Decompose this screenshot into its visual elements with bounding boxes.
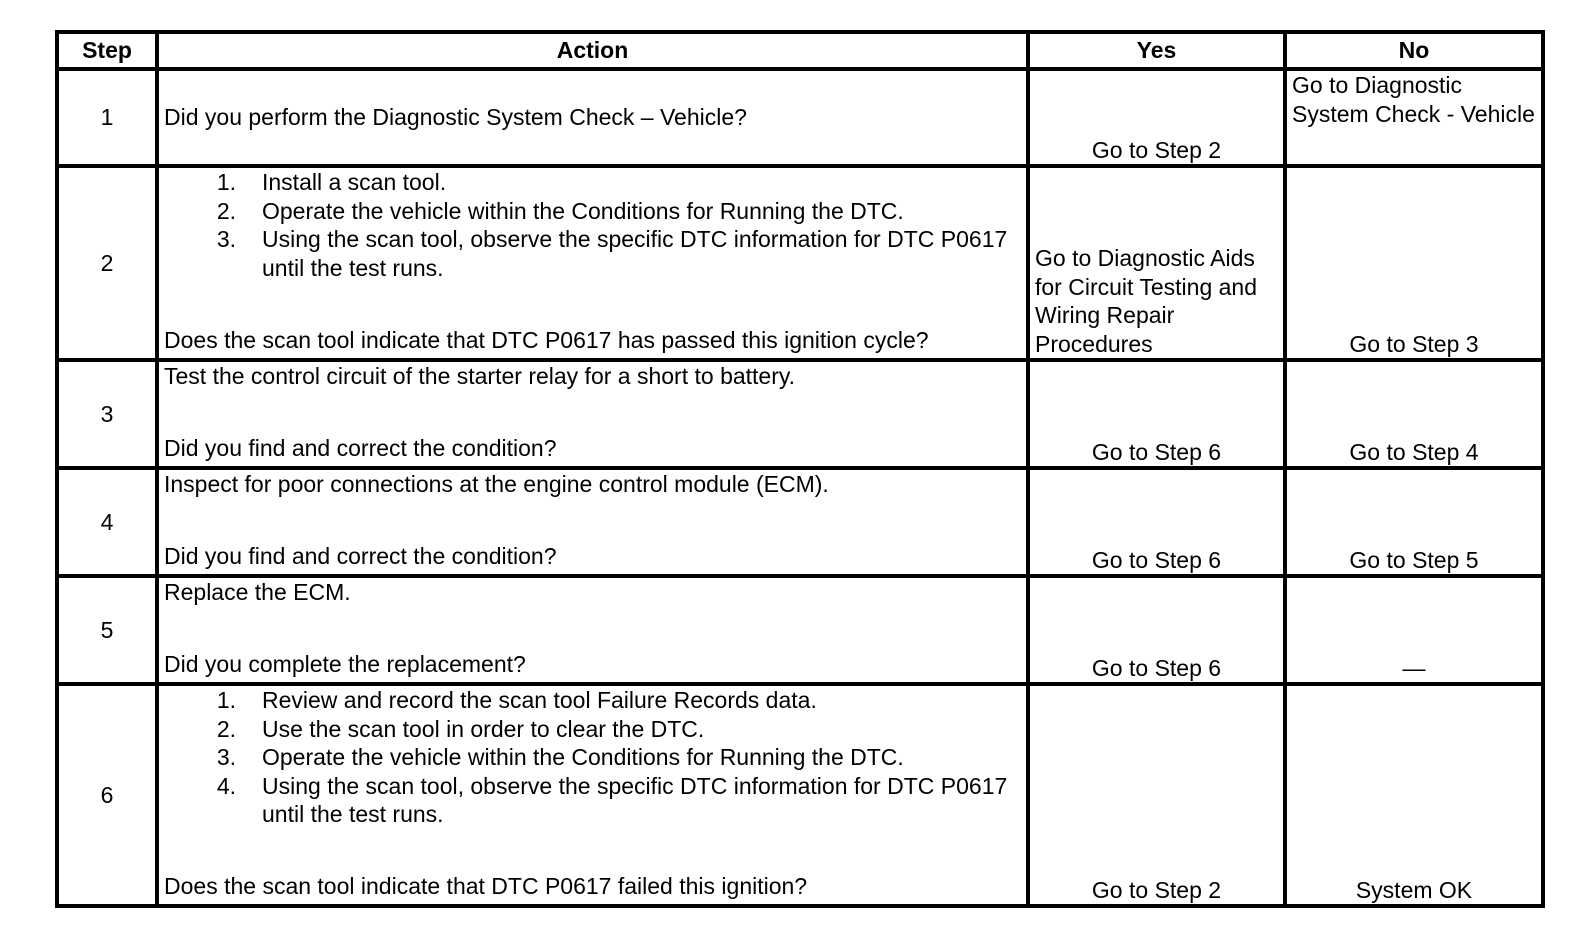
action-cell [157, 576, 1028, 684]
step-number: 3 [57, 360, 157, 468]
action-question: Did you complete the replacement? [164, 650, 526, 677]
action-question: Did you find and correct the condition? [164, 542, 557, 569]
table-row [57, 468, 1543, 576]
list-item: 4. Using the scan tool, observe the specific DTC information for DTC P0617 until the test runs. [216, 772, 1008, 827]
table-row [57, 166, 1543, 360]
list-item: 2. Use the scan tool in order to clear the DTC. [216, 715, 705, 742]
table-row [57, 360, 1543, 468]
action-question: Did you find and correct the condition? [164, 434, 557, 461]
header-yes: Yes [1028, 32, 1285, 69]
header-step: Step [57, 32, 157, 69]
action-cell [157, 166, 1028, 360]
action-question: Does the scan tool indicate that DTC P0617 has passed this ignition cycle? [164, 326, 929, 353]
action-instruction: Replace the ECM. [164, 579, 351, 605]
yes-cell: Go to Step 6 [1028, 468, 1285, 576]
action-instruction: Inspect for poor connections at the engine control module (ECM). [164, 471, 829, 497]
yes-cell: Go to Step 2 [1028, 69, 1285, 166]
header-no: No [1285, 32, 1543, 69]
step-number: 2 [57, 166, 157, 360]
action-cell [157, 468, 1028, 576]
header-row [57, 32, 1543, 69]
step-number: 5 [57, 576, 157, 684]
action-list [164, 168, 1021, 282]
no-cell: Go to Step 5 [1285, 468, 1543, 576]
table-row [57, 576, 1543, 684]
action-question: Does the scan tool indicate that DTC P0617 failed this ignition? [164, 872, 808, 899]
step-number: 6 [57, 684, 157, 906]
list-item: 1. Install a scan tool. [216, 169, 447, 195]
table-row [57, 684, 1543, 906]
no-cell: — [1285, 576, 1543, 684]
diagnostic-table [55, 30, 1545, 908]
header-action: Action [157, 32, 1028, 69]
yes-cell: Go to Step 2 [1028, 684, 1285, 906]
table-row [57, 69, 1543, 166]
no-cell: Go to Step 4 [1285, 360, 1543, 468]
step-number: 4 [57, 468, 157, 576]
list-item: 3. Using the scan tool, observe the specific DTC information for DTC P0617 until the test runs. [216, 226, 1008, 281]
step-number: 1 [57, 69, 157, 166]
no-cell: Go to Step 3 [1285, 166, 1543, 360]
action-question: Did you perform the Diagnostic System Check – Vehicle? [164, 104, 747, 131]
list-item: 3. Operate the vehicle within the Conditions for Running the DTC. [216, 744, 904, 770]
action-cell [157, 684, 1028, 906]
action-cell [157, 360, 1028, 468]
list-item: 1. Review and record the scan tool Failure Records data. [216, 687, 817, 713]
action-cell [157, 69, 1028, 166]
yes-cell: Go to Diagnostic Aids for Circuit Testing and Wiring Repair Procedures [1028, 166, 1285, 360]
no-cell: System OK [1285, 684, 1543, 906]
action-list [164, 686, 1021, 829]
yes-cell: Go to Step 6 [1028, 576, 1285, 684]
list-item: 2. Operate the vehicle within the Conditions for Running the DTC. [216, 197, 904, 224]
yes-cell: Go to Step 6 [1028, 360, 1285, 468]
action-instruction: Test the control circuit of the starter relay for a short to battery. [164, 363, 796, 389]
no-cell: Go to Diagnostic System Check - Vehicle [1285, 69, 1543, 166]
